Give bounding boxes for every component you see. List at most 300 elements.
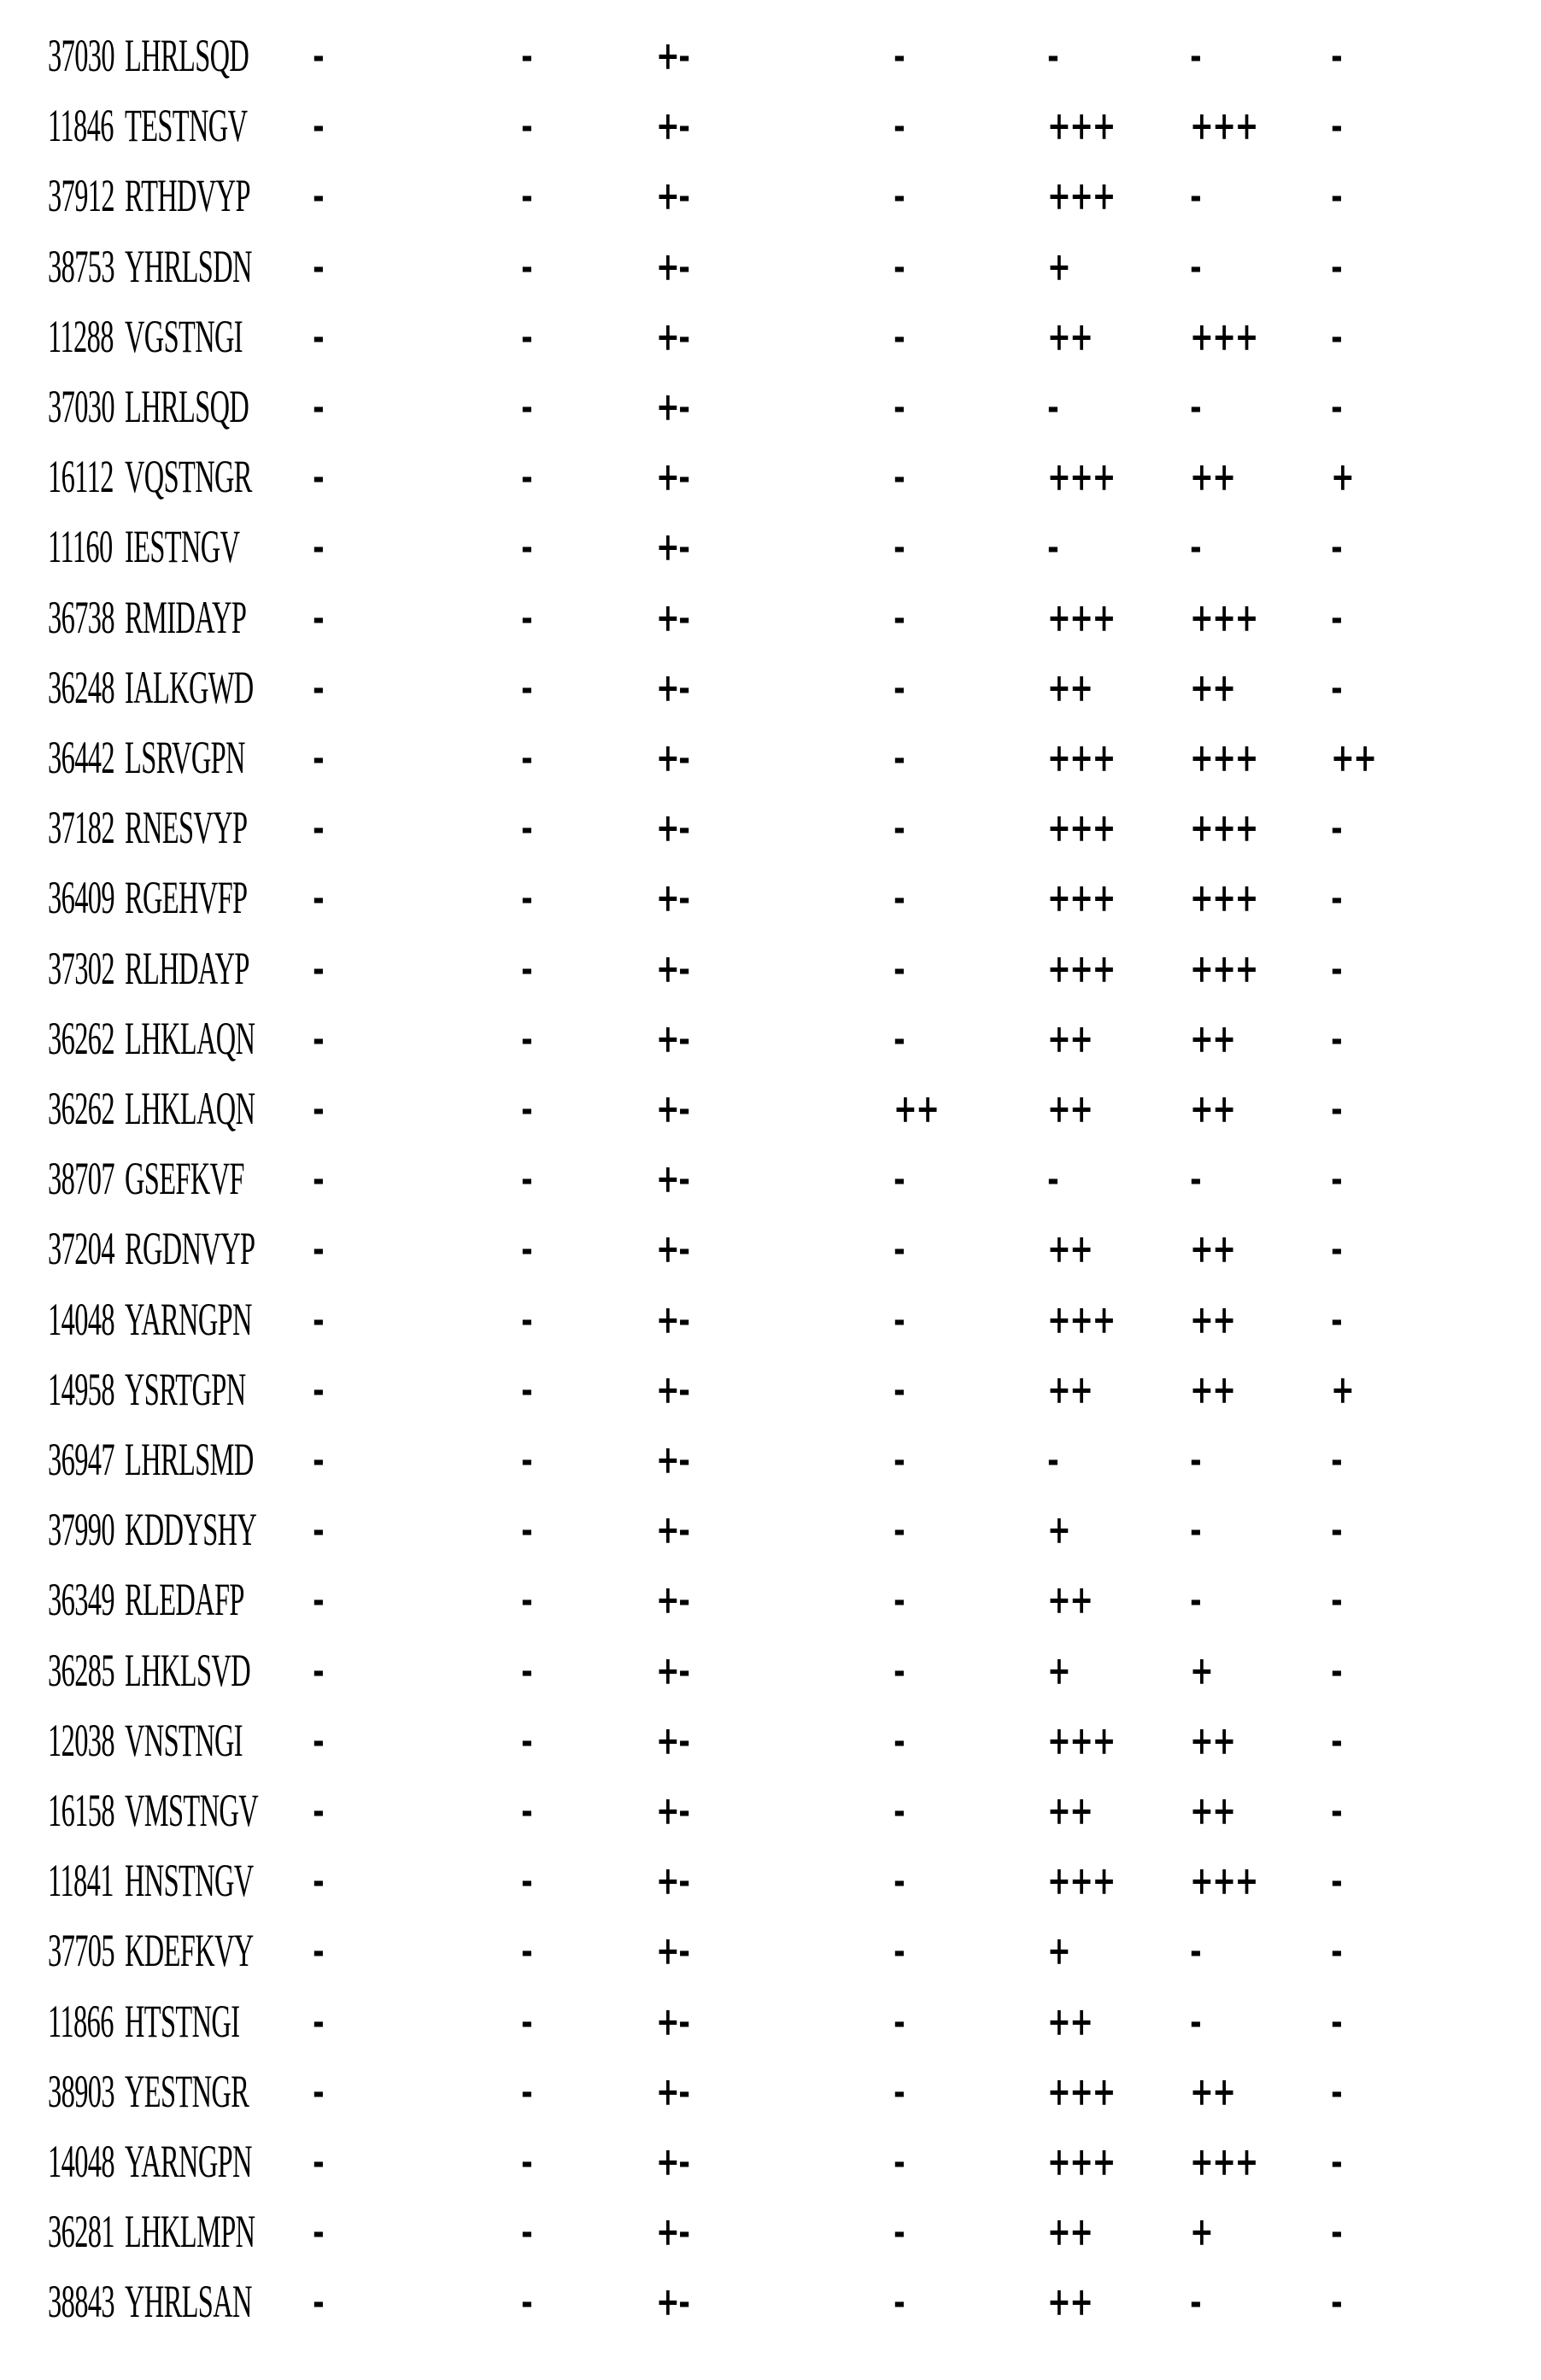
table-row: [0, 1424, 1541, 1494]
result-cell: +-: [656, 664, 689, 710]
result-cell: -: [1331, 2138, 1342, 2184]
result-cell: -: [1190, 1155, 1201, 1202]
result-cell: +++: [1047, 804, 1115, 851]
table-row: [0, 722, 1541, 792]
result-cell: -: [313, 2208, 324, 2255]
result-cell: -: [313, 243, 324, 289]
row-id: 36738: [48, 591, 114, 643]
table-row: [0, 2056, 1541, 2126]
row-id: 36262: [48, 1012, 114, 1064]
table-row: [0, 1284, 1541, 1354]
row-sequence: RLEDAFP: [125, 1574, 244, 1626]
row-id: 37030: [48, 381, 114, 432]
result-cell: -: [894, 2067, 905, 2114]
result-cell: +++: [1047, 173, 1115, 219]
result-cell: -: [894, 523, 905, 570]
result-cell: ++: [1047, 1225, 1093, 1272]
result-cell: -: [521, 313, 532, 360]
row-sequence: VGSTNGI: [125, 310, 243, 362]
result-cell: +++: [1047, 874, 1115, 921]
row-id: 37302: [48, 942, 114, 994]
result-cell: +: [1047, 1646, 1070, 1693]
result-cell: -: [1331, 874, 1342, 921]
result-cell: +-: [656, 313, 689, 360]
row-id: 38707: [48, 1153, 114, 1205]
result-cell: -: [1047, 523, 1058, 570]
row-id: 36349: [48, 1574, 114, 1626]
result-cell: +-: [656, 1085, 689, 1132]
result-cell: -: [1190, 2278, 1201, 2325]
row-sequence: HTSTNGI: [125, 1995, 240, 2047]
result-cell: -: [313, 2278, 324, 2325]
result-cell: +: [1047, 1927, 1070, 1974]
table-row: [0, 91, 1541, 161]
table-row: [0, 863, 1541, 933]
table-row: [0, 1635, 1541, 1705]
result-cell: -: [1331, 1927, 1342, 1974]
result-cell: -: [1331, 1787, 1342, 1833]
row-id: 38903: [48, 2065, 114, 2117]
result-cell: -: [894, 1506, 905, 1553]
result-cell: -: [1190, 1576, 1201, 1623]
result-cell: -: [1331, 2278, 1342, 2325]
table-row: [0, 652, 1541, 722]
row-sequence: LHRLSMD: [125, 1434, 254, 1485]
result-cell: -: [521, 1787, 532, 1833]
row-sequence: LHRLSQD: [125, 30, 249, 81]
result-cell: +: [1190, 2208, 1213, 2255]
row-id: 36262: [48, 1083, 114, 1134]
result-cell: -: [313, 1646, 324, 1693]
result-cell: -: [1331, 1576, 1342, 1623]
result-cell: +-: [656, 1155, 689, 1202]
result-cell: +++: [1190, 594, 1257, 640]
result-cell: -: [894, 1997, 905, 2044]
result-cell: -: [1190, 173, 1201, 219]
result-cell: -: [1331, 102, 1342, 149]
result-cell: -: [1047, 1436, 1058, 1482]
row-id: 37204: [48, 1223, 114, 1275]
row-id: 37182: [48, 802, 114, 854]
result-cell: -: [521, 1576, 532, 1623]
result-cell: +++: [1047, 1716, 1115, 1763]
table-row: [0, 933, 1541, 1003]
result-cell: ++: [1047, 1576, 1093, 1623]
result-cell: -: [313, 804, 324, 851]
result-cell: -: [521, 32, 532, 79]
result-cell: -: [894, 1716, 905, 1763]
result-cell: -: [894, 804, 905, 851]
result-cell: -: [894, 2208, 905, 2255]
result-cell: +-: [656, 1857, 689, 1904]
row-sequence: LHKLAQN: [125, 1083, 255, 1134]
result-cell: -: [521, 2138, 532, 2184]
row-sequence: YHRLSAN: [125, 2276, 252, 2328]
result-cell: -: [1190, 243, 1201, 289]
result-cell: +++: [1190, 313, 1257, 360]
result-cell: -: [1331, 1295, 1342, 1342]
result-cell: -: [1331, 1506, 1342, 1553]
result-cell: +-: [656, 1436, 689, 1482]
result-cell: ++: [1190, 1015, 1235, 1061]
row-sequence: LHKLMPN: [125, 2206, 255, 2258]
result-cell: -: [521, 594, 532, 640]
result-cell: -: [894, 1576, 905, 1623]
row-id: 36409: [48, 872, 114, 924]
row-sequence: IALKGWD: [125, 661, 254, 713]
result-cell: -: [313, 1576, 324, 1623]
row-id: 14048: [48, 1293, 114, 1345]
result-cell: -: [1190, 1927, 1201, 1974]
row-id: 36947: [48, 1434, 114, 1485]
result-cell: -: [521, 243, 532, 289]
result-cell: -: [1190, 32, 1201, 79]
result-cell: +++: [1190, 944, 1257, 991]
result-cell: -: [313, 1225, 324, 1272]
result-cell: +-: [656, 1927, 689, 1974]
result-cell: +-: [656, 1997, 689, 2044]
result-cell: +-: [656, 2138, 689, 2184]
result-cell: -: [521, 1857, 532, 1904]
result-cell: -: [521, 2067, 532, 2114]
table-row: [0, 1073, 1541, 1143]
table-row: [0, 2266, 1541, 2336]
result-cell: +++: [1047, 1857, 1115, 1904]
row-id: 36281: [48, 2206, 114, 2258]
result-cell: -: [521, 1365, 532, 1412]
table-row: [0, 301, 1541, 371]
result-cell: -: [521, 1716, 532, 1763]
result-cell: -: [894, 313, 905, 360]
result-cell: -: [894, 874, 905, 921]
row-sequence: YSRTGPN: [125, 1363, 246, 1415]
result-cell: +++: [1190, 734, 1257, 781]
result-cell: -: [313, 1927, 324, 1974]
result-cell: -: [1331, 944, 1342, 991]
row-sequence: GSEFKVF: [125, 1153, 244, 1205]
result-cell: +-: [656, 102, 689, 149]
result-cell: +-: [656, 1295, 689, 1342]
result-cell: ++: [1047, 1365, 1093, 1412]
row-sequence: TESTNGV: [125, 100, 248, 152]
result-cell: -: [1331, 804, 1342, 851]
result-cell: +++: [1190, 102, 1257, 149]
result-cell: -: [521, 2278, 532, 2325]
row-sequence: RGDNVYP: [125, 1223, 255, 1275]
result-cell: ++: [1047, 664, 1093, 710]
result-cell: +++: [1047, 102, 1115, 149]
result-cell: -: [313, 1155, 324, 1202]
result-cell: -: [894, 1857, 905, 1904]
row-id: 36442: [48, 732, 114, 783]
table-row: [0, 231, 1541, 301]
result-cell: +-: [656, 2278, 689, 2325]
row-id: 16158: [48, 1785, 114, 1836]
result-cell: +++: [1047, 734, 1115, 781]
row-sequence: YHRLSDN: [125, 240, 252, 292]
table-row: [0, 1354, 1541, 1424]
result-cell: -: [521, 664, 532, 710]
result-cell: -: [1190, 1436, 1201, 1482]
result-cell: -: [313, 874, 324, 921]
row-sequence: RLHDAYP: [125, 942, 249, 994]
result-cell: -: [313, 383, 324, 430]
row-sequence: KDDYSHY: [125, 1504, 257, 1556]
result-cell: -: [521, 383, 532, 430]
table-row: [0, 1494, 1541, 1564]
result-cell: -: [313, 664, 324, 710]
result-cell: +-: [656, 1576, 689, 1623]
result-cell: -: [1047, 383, 1058, 430]
result-cell: -: [1190, 1506, 1201, 1553]
result-cell: -: [313, 1436, 324, 1482]
result-cell: +++: [1047, 453, 1115, 500]
table-row: [0, 20, 1541, 91]
result-cell: +: [1047, 243, 1070, 289]
result-cell: ++: [1047, 313, 1093, 360]
result-cell: -: [313, 2067, 324, 2114]
result-cell: -: [313, 173, 324, 219]
result-cell: -: [894, 1015, 905, 1061]
row-id: 14048: [48, 2136, 114, 2187]
result-cell: -: [521, 2208, 532, 2255]
result-cell: -: [894, 1365, 905, 1412]
result-cell: -: [521, 173, 532, 219]
table-row: [0, 1213, 1541, 1284]
result-cell: -: [1331, 173, 1342, 219]
result-cell: -: [313, 32, 324, 79]
result-cell: -: [1331, 1085, 1342, 1132]
result-cell: +-: [656, 453, 689, 500]
result-cell: -: [1331, 1857, 1342, 1904]
result-cell: +-: [656, 2067, 689, 2114]
result-cell: -: [1331, 1997, 1342, 2044]
result-cell: -: [313, 1506, 324, 1553]
result-cell: +: [1047, 1506, 1070, 1553]
result-cell: -: [894, 2278, 905, 2325]
result-cell: ++: [1047, 2278, 1093, 2325]
result-cell: -: [313, 1295, 324, 1342]
result-cell: +++: [1047, 1295, 1115, 1342]
result-cell: -: [1331, 1646, 1342, 1693]
result-cell: +++: [1190, 804, 1257, 851]
result-cell: +-: [656, 734, 689, 781]
result-cell: -: [1331, 1436, 1342, 1482]
result-cell: -: [894, 1436, 905, 1482]
result-cell: ++: [1190, 664, 1235, 710]
row-sequence: KDEFKVY: [125, 1925, 254, 1977]
result-cell: +-: [656, 944, 689, 991]
result-cell: -: [1190, 383, 1201, 430]
result-cell: +-: [656, 2208, 689, 2255]
table-row: [0, 1705, 1541, 1775]
result-cell: ++: [1190, 1787, 1235, 1833]
table-row: [0, 161, 1541, 231]
result-cell: -: [313, 1365, 324, 1412]
result-cell: ++: [1047, 1085, 1093, 1132]
result-cell: +++: [1190, 874, 1257, 921]
table-row: [0, 1564, 1541, 1634]
result-cell: -: [521, 1506, 532, 1553]
result-cell: -: [313, 1997, 324, 2044]
result-cell: ++: [1190, 2067, 1235, 2114]
result-cell: -: [894, 944, 905, 991]
result-cell: -: [313, 313, 324, 360]
result-cell: -: [521, 1225, 532, 1272]
result-cell: -: [894, 1295, 905, 1342]
row-id: 16112: [48, 451, 114, 503]
table-row: [0, 582, 1541, 652]
table-row: [0, 1775, 1541, 1845]
row-sequence: LHRLSQD: [125, 381, 249, 432]
result-cell: -: [521, 734, 532, 781]
result-cell: ++: [1047, 1787, 1093, 1833]
result-cell: -: [894, 664, 905, 710]
result-cell: +-: [656, 804, 689, 851]
row-sequence: YESTNGR: [125, 2065, 249, 2117]
row-id: 37030: [48, 30, 114, 81]
result-cell: -: [313, 1716, 324, 1763]
result-cell: -: [313, 523, 324, 570]
result-cell: -: [521, 1646, 532, 1693]
result-cell: +-: [656, 1787, 689, 1833]
result-cell: -: [894, 243, 905, 289]
result-cell: +: [1190, 1646, 1213, 1693]
result-cell: +-: [656, 594, 689, 640]
result-cell: +++: [1047, 2067, 1115, 2114]
row-sequence: HNSTNGV: [125, 1855, 254, 1907]
row-id: 11288: [48, 310, 114, 362]
table-row: [0, 441, 1541, 512]
result-cell: -: [894, 1927, 905, 1974]
row-sequence: VNSTNGI: [125, 1714, 243, 1766]
result-cell: +-: [656, 874, 689, 921]
result-cell: -: [894, 1155, 905, 1202]
row-id: 11841: [48, 1855, 114, 1907]
result-cell: -: [521, 1015, 532, 1061]
result-cell: +++: [1047, 594, 1115, 640]
result-cell: -: [521, 523, 532, 570]
result-cell: -: [1331, 313, 1342, 360]
result-cell: ++: [1047, 1015, 1093, 1061]
result-cell: ++: [1190, 1295, 1235, 1342]
result-cell: ++: [1190, 1225, 1235, 1272]
result-cell: -: [521, 874, 532, 921]
result-cell: -: [521, 1436, 532, 1482]
row-id: 37912: [48, 170, 114, 222]
result-cell: -: [894, 1225, 905, 1272]
result-cell: -: [1331, 594, 1342, 640]
table-row: [0, 1986, 1541, 2056]
result-cell: +-: [656, 523, 689, 570]
result-cell: -: [1331, 32, 1342, 79]
result-cell: +: [1331, 453, 1354, 500]
result-cell: +-: [656, 243, 689, 289]
table-row: [0, 1915, 1541, 1985]
result-cell: +-: [656, 173, 689, 219]
row-id: 36248: [48, 661, 114, 713]
row-id: 12038: [48, 1714, 114, 1766]
result-cell: ++: [1047, 2208, 1093, 2255]
row-id: 36285: [48, 1644, 114, 1696]
result-cell: -: [1331, 1015, 1342, 1061]
result-cell: +-: [656, 1716, 689, 1763]
result-cell: +-: [656, 1365, 689, 1412]
result-cell: ++: [1331, 734, 1376, 781]
result-cell: +-: [656, 1646, 689, 1693]
result-cell: -: [1331, 1225, 1342, 1272]
table-row: [0, 1143, 1541, 1213]
result-cell: -: [1331, 1716, 1342, 1763]
result-cell: -: [521, 944, 532, 991]
result-cell: -: [894, 383, 905, 430]
row-id: 37705: [48, 1925, 114, 1977]
table-row: [0, 792, 1541, 863]
row-sequence: LSRVGPN: [125, 732, 245, 783]
result-cell: -: [313, 1787, 324, 1833]
result-cell: -: [894, 32, 905, 79]
row-sequence: IESTNGV: [125, 521, 240, 573]
result-cell: -: [1331, 383, 1342, 430]
result-cell: -: [313, 2138, 324, 2184]
row-sequence: VMSTNGV: [125, 1785, 259, 1836]
result-cell: -: [1047, 1155, 1058, 1202]
result-cell: -: [1190, 523, 1201, 570]
row-sequence: LHKLSVD: [125, 1644, 250, 1696]
result-cell: ++: [894, 1085, 939, 1132]
result-cell: -: [313, 594, 324, 640]
row-sequence: RGEHVFP: [125, 872, 248, 924]
table-row: [0, 512, 1541, 582]
result-cell: -: [521, 1295, 532, 1342]
row-sequence: YARNGPN: [125, 1293, 252, 1345]
table-row: [0, 2126, 1541, 2196]
table-row: [0, 1003, 1541, 1073]
result-cell: ++: [1190, 1716, 1235, 1763]
result-cell: -: [521, 1927, 532, 1974]
row-id: 38753: [48, 240, 114, 292]
result-cell: -: [894, 173, 905, 219]
result-cell: -: [313, 944, 324, 991]
result-cell: -: [313, 1085, 324, 1132]
result-cell: ++: [1047, 1997, 1093, 2044]
row-sequence: RMIDAYP: [125, 591, 247, 643]
result-cell: -: [313, 1857, 324, 1904]
result-cell: -: [313, 1015, 324, 1061]
result-cell: -: [894, 594, 905, 640]
result-cell: -: [1331, 2208, 1342, 2255]
result-cell: ++: [1190, 453, 1235, 500]
result-cell: -: [894, 1646, 905, 1693]
result-cell: -: [313, 734, 324, 781]
result-cell: -: [521, 1085, 532, 1132]
result-cell: -: [1331, 2067, 1342, 2114]
result-cell: +++: [1047, 944, 1115, 991]
result-cell: -: [1331, 243, 1342, 289]
result-cell: +++: [1190, 1857, 1257, 1904]
row-id: 11846: [48, 100, 114, 152]
row-id: 14958: [48, 1363, 114, 1415]
table-row: [0, 2196, 1541, 2266]
row-id: 37990: [48, 1504, 114, 1556]
result-cell: -: [521, 1997, 532, 2044]
result-cell: -: [521, 804, 532, 851]
result-cell: -: [313, 102, 324, 149]
result-cell: +++: [1190, 2138, 1257, 2184]
result-cell: -: [894, 1787, 905, 1833]
result-cell: ++: [1190, 1365, 1235, 1412]
result-cell: -: [894, 2138, 905, 2184]
